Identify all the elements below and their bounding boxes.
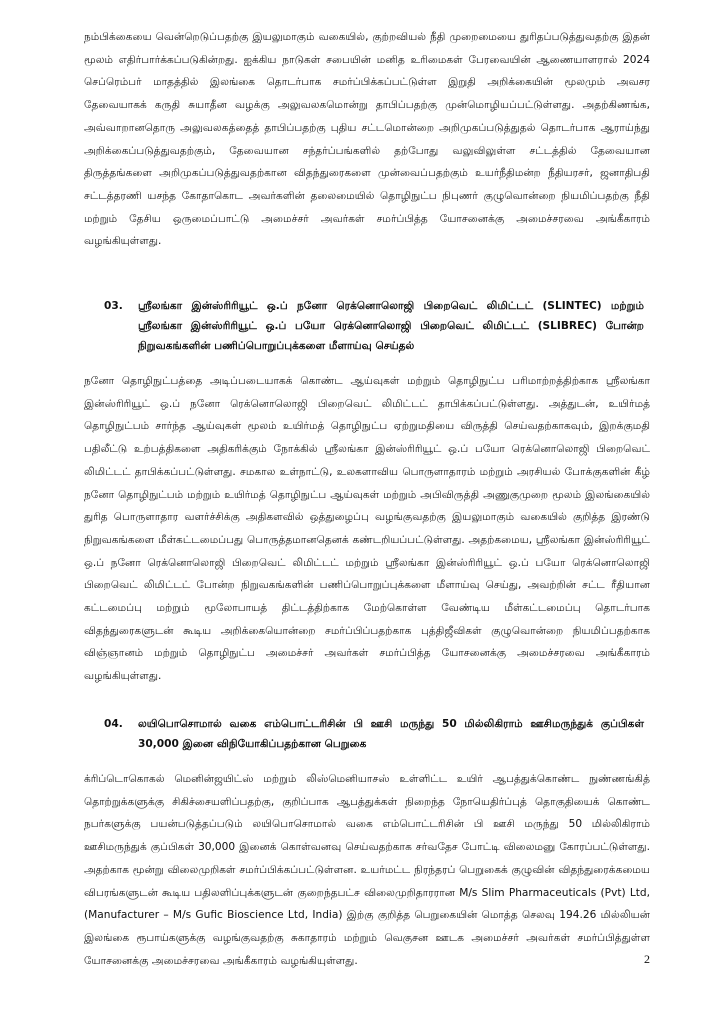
section-3-number: 03. [104, 300, 123, 312]
page-number: 2 [644, 952, 650, 966]
section-3-paragraph: நனோ தொழிநுட்பத்தை அடிப்படையாகக் கொண்ட ஆய்வுகள் மற்றும் தொழிநுட்ப பரிமாற்றத்திற்காக ஸ்ரீலங்கா இன்ஸ்ரிரியூட் ஒ.ப் நனோ ரெக்னொலொஜி பிறைவெட் லிமிட்டட் தாபிக்கப்பட்டுள்ளது. அத்துடன், உயிர்மத் தொழிநுட்பம் சார்ந்த ஆய்வுகள் மூலம் உயிர்மத் தொழிநுட்ப ஏற்றுமதியை விருத்தி செய்வதற்காகவும், இறக்குமதி பதிலீட்டு உற்பத்திகளை அதிகரிக்கும் நோக்கில் ஸ்ரீலங்கா இன்ஸ்ரிரியூட் ஒ.ப் பயோ ரெக்னொலொஜி பிறைவெட் லிமிட்டட் தாபிக்கப்பட்டுள்ளது. சமகால உள்நாட்டு, உலகளாவிய பொருளாதாரம் மற்றும் அரசியல் போக்குகளின் கீழ் நனோ தொழிநுட்பம் மற்றும் உயிர்மத் தொழிநுட்ப ஆய்வுகள் மற்றும் அபிவிருத்தி அணுகுமுறை மூலம் இலங்கையில் துரித பொருளாதார வளர்ச்சிக்கு அதிகளவில் ஒத்துழைப்பு வழங்குவதற்கு இயலுமாகும் வகையில் குறித்த இரண்டு நிறுவகங்களை மீள்கட்டமைப்பது பொருத்தமானதெனக் கண்டறியப்பட்டுள்ளது. அதற்கமைய, ஸ்ரீலங்கா இன்ஸ்ரிரியூட் ஒ.ப் நனோ ரெக்னொலொஜி பிறைவெட் லிமிட்டட் மற்றும் ஸ்ரீலங்கா இன்ஸ்ரிரியூட் ஒ.ப் பயோ ரெக்னொலொஜி பிறைவெட் லிமிட்டட் போன்ற நிறுவகங்களின் பணிப்பொறுப்புக்களை மீளாய்வு செய்து, அவற்றின் சட்ட ரீதியான கட்டமைப்பு மற்றும் மூலோபாயத் திட்டத்திற்காக மேற்கொள்ள வேண்டிய மீள்கட்டமைப்பு தொடர்பாக விதந்துரைகளுடன் கூடிய அறிக்கையொன்றை சமர்ப்பிப்பதற்காக புத்திஜீவிகள் குழுவொன்றை நியமிப்பதற்காக விஞ்ஞானம் மற்றும் தொழிநுட்ப அமைச்சர் அவர்கள் சமர்ப்பித்த யோசனைக்கு அமைச்சரவை அங்கீகாரம் வழங்கியுள்ளது. [84, 375, 650, 683]
section-4-number: 04. [104, 718, 123, 730]
intro-paragraph: நம்பிக்கையை வென்றெடுப்பதற்கு இயலுமாகும் வகையில், குற்றவியல் நீதி முறைமையை துரிதப்படுத்துவதற்கு இதன் மூலம் எதிர்பார்க்கப்படுகின்றது. ஐக்கிய நாடுகள் சபையின் மனித உரிமைகள் பேரவையின் ஆணையாளரால் 2024 செப்ரெம்பர் மாதத்தில் இலங்கை தொடர்பாக சமர்ப்பிக்கப்பட்டுள்ள இறுதி அறிக்கையின் மூலமும் அவசர தேவையாகக் கருதி சுயாதீன வழக்கு அலுவலகமொன்று தாபிப்பதற்கு முன்மொழியப்பட்டுள்ளது. அதற்கிணங்க, அவ்வாறானதொரு அலுவலகத்தைத் தாபிப்பதற்கு புதிய சட்டமொன்றை அறிமுகப்படுத்துதல் தொடர்பாக ஆராய்ந்து அறிக்கைப்படுத்துவதற்கும், தேவையான சந்தர்ப்பங்களில் தற்போது வலுவிலுள்ள சட்டத்தில் தேவையான திருத்தங்களை அறிமுகப்படுத்துவதற்கான விதந்துரைகளை முன்வைப்பதற்கும் உயர்நீதிமன்ற நீதியரசர், ஜனாதிபதி சட்டத்தரணி யசந்த கோதாகொட அவர்களின் தலைமையில் தொழிநுட்ப நிபுணர் குழுவொன்றை நியமிப்பதற்கு நீதி மற்றும் தேசிய ஒருமைப்பாட்டு அமைச்சர் அவர்கள் சமர்ப்பித்த யோசனைக்கு அமைச்சரவை அங்கீகாரம் வழங்கியுள்ளது. [84, 31, 650, 248]
section-3-heading [84, 296, 650, 356]
section-4-paragraph: க்ரிப்டொகொகல் மெனின்ஜயிட்ஸ் மற்றும் லிஸ்மெனியாசஸ் உள்ளிட்ட உயிர் ஆபத்துக்கொண்ட நுண்ணங்கித் தொற்றுக்களுக்கு சிகிச்சையளிப்பதற்கு, குறிப்பாக ஆபத்துக்கள் நிறைந்த நோயெதிர்ப்புத் தொகுதியைக் கொண்ட நபர்களுக்கு பயன்படுத்தப்படும் லயிபொசொமால் வகை எம்பொட்டரிசின் பி ஊசி மருந்து 50 மில்லிகிராம் ஊசிமருந்துக் குப்பிகள் 30,000 இனைக் கொள்வனவு செய்வதற்காக சர்வதேச போட்டி விலைமனு கோரப்பட்டுள்ளது. அதற்காக மூன்று விலைமுறிகள் சமர்ப்பிக்கப்பட்டுள்ளன. உயர்மட்ட நிரந்தரப் பெறுகைக் குழுவின் விதந்துரைக்கமைய விபரங்களுடன் கூடிய பதிலளிப்புக்களுடன் குறைந்தபட்ச விலைமுறிதாரரான M/s Slim Pharmaceuticals (Pvt) Ltd, (Manufacturer – M/s Gufic Bioscience Ltd, India) இற்கு குறித்த பெறுகையின் மொத்த செலவு 194.26 மில்லியன் இலங்கை ரூபாய்களுக்கு வழங்குவதற்கு சுகாதாரம் மற்றும் வெகுசன ஊடக அமைச்சர் அவர்கள் சமர்ப்பித்துள்ள யோசனைக்கு அமைச்சரவை அங்கீகாரம் வழங்கியுள்ளது. [84, 773, 650, 967]
section-4-heading [84, 714, 650, 754]
document-page [84, 26, 650, 968]
section-4-title: லயிபொசொமால் வகை எம்பொட்டரிசின் பி ஊசி மருந்து 50 மில்லிகிராம் ஊசிமருந்துக் குப்பிகள் 30,000 இனை விநியோகிப்பதற்கான பெறுகை [138, 718, 644, 750]
section-3-title: ஸ்ரீலங்கா இன்ஸ்ரிரியூட் ஒ.ப் நனோ ரெக்னொலொஜி பிறைவெட் லிமிட்டட் (SLINTEC) மற்றும் ஸ்ரீலங்கா இன்ஸ்ரிரியூட் ஒ.ப் பயோ ரெக்னொலொஜி பிறைவெட் லிமிட்டட் (SLIBREC) போன்ற நிறுவகங்களின் பணிப்பொறுப்புக்களை மீளாய்வு செய்தல் [138, 300, 644, 352]
